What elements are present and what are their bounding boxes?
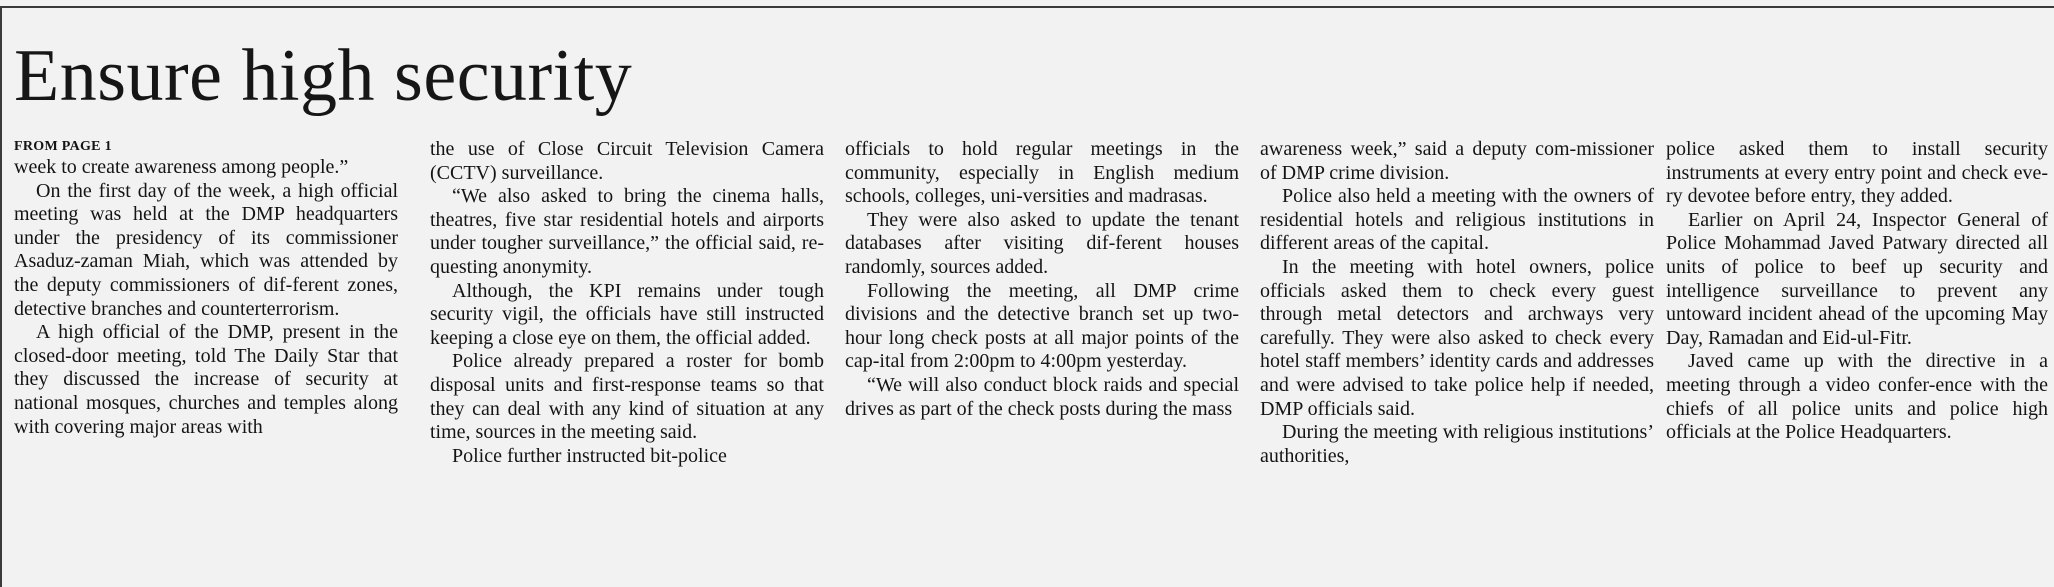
kicker-from-page: FROM PAGE 1 [14, 139, 112, 154]
left-rule [0, 6, 2, 587]
paragraph: Earlier on April 24, Inspector General of Police Mohammad Javed Patwary directed all units of police to beef up security and intelligence surveillance to prevent any untoward incident ahead of the upcoming May Day, Ramadan and Eid-ul-Fitr. [1666, 208, 2048, 349]
paragraph: awareness week,” said a deputy com-missioner of DMP crime division. [1260, 138, 1654, 184]
paragraph: Police further instructed bit-police [452, 444, 727, 467]
paragraph: A high official of the DMP, present in the closed-door meeting, told The Daily Star that they discussed the increase of security at national mosques, churches and temples along with covering major areas with [14, 321, 398, 438]
paragraph: Javed came up with the directive in a meeting through a video confer-ence with the chiefs of all police units and police high officials at the Police Headquarters. [1666, 350, 2048, 444]
article-column-5 [1666, 138, 2048, 445]
paragraph: Following the meeting, all DMP crime divisions and the detective branch set up two-hour long check posts at all major points of the cap-ital from 2:00pm to 4:00pm yesterday. [845, 279, 1239, 373]
paragraph: officials to hold regular meetings in the community, especially in English medium schools, colleges, uni-versities and madrasas. [845, 138, 1239, 208]
paragraph: Police already prepared a roster for bomb disposal units and first-response teams so that they can deal with any kind of situation at any time, sources in the meeting said. [430, 350, 824, 444]
paragraph: In the meeting with hotel owners, police officials asked them to check every guest through metal detectors and archways very carefully. They were also asked to check every hotel staff members’ identity cards and addresses and were advised to take police help if needed, DMP officials said. [1260, 255, 1654, 420]
paragraph: During the meeting with religious institutions’ authorities, [1260, 421, 1654, 467]
paragraph: the use of Close Circuit Television Camera (CCTV) surveillance. [430, 138, 824, 184]
paragraph: Police also held a meeting with the owners of residential hotels and religious institutions in different areas of the capital. [1260, 185, 1654, 255]
top-rule [0, 6, 2054, 8]
paragraph: Although, the KPI remains under tough security vigil, the officials have still instructed keeping a close eye on them, the official added. [430, 279, 824, 349]
paragraph: They were also asked to update the tenant databases after visiting dif-ferent houses randomly, sources added. [845, 208, 1239, 278]
headline: Ensure high security [14, 35, 633, 117]
paragraph: On the first day of the week, a high official meeting was held at the DMP headquarters under the presidency of its commissioner Asaduz-zaman Miah, which was attended by the deputy commissioners of dif-ferent zones, detective branches and counterterrorism. [14, 179, 398, 320]
paragraph: week to create awareness among people.” [14, 156, 349, 178]
paragraph: police asked them to install security instruments at every entry point and check eve-ry devotee before entry, they added. [1666, 138, 2048, 208]
article-column-2 [430, 138, 824, 468]
paragraph: “We also asked to bring the cinema halls, theatres, five star residential hotels and airports under tougher surveillance,” the official said, re-questing anonymity. [430, 185, 824, 278]
article-column-3 [845, 138, 1239, 421]
paragraph: “We will also conduct block raids and special drives as part of the check posts during the mass [845, 373, 1239, 420]
article-column-1 [14, 138, 398, 439]
article-column-4 [1260, 138, 1654, 468]
